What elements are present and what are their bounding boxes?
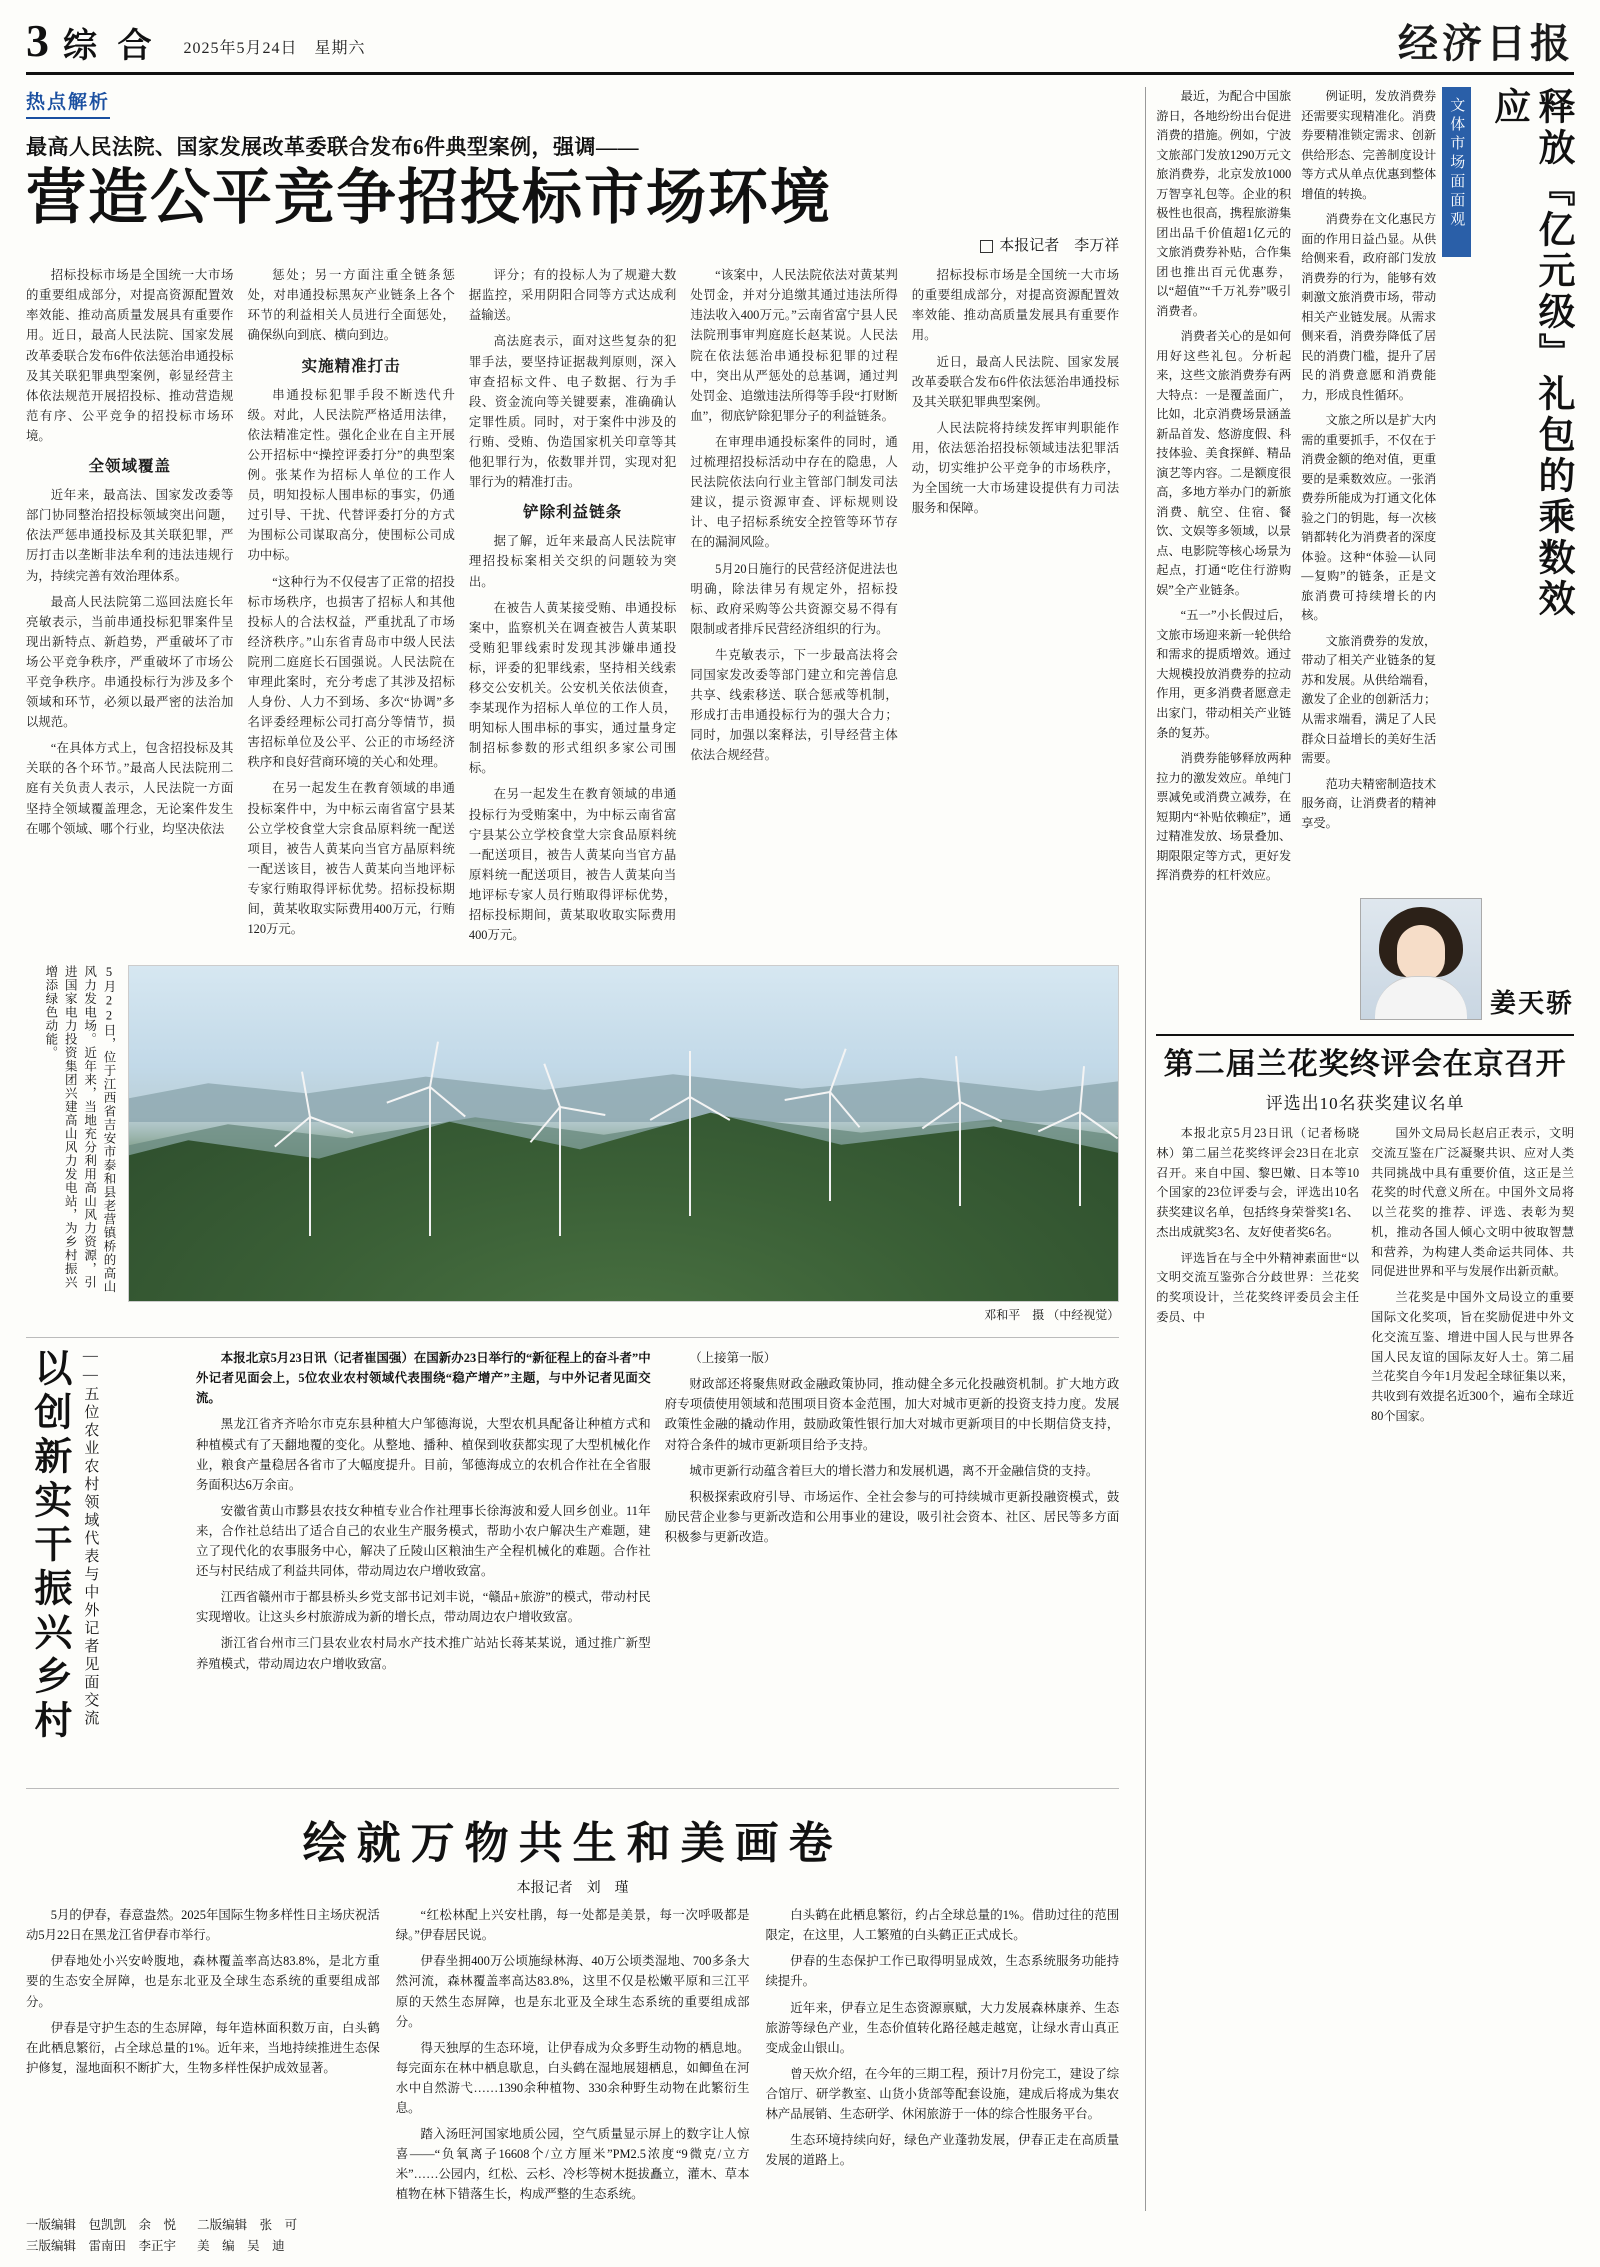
paragraph: 财政部还将聚焦财政金融政策协同，推动健全多元化投融资机制。扩大地方政府专项债使用领域和范围项目资本金范围，加大对城市更新的投资支持力度。发展政策性金融的撬动作用，鼓励政策性银行加大对城市更新项目的中长期信贷支持，对符合条件的城市更新项目给予支持。 [664,1377,1120,1452]
paragraph: 伊春坐拥400万公顷施绿林海、40万公顷类湿地、700多条大然河流，森林覆盖率高达83.8%，这里不仅是松嫩平原和三江平原的天然生态屏障，也是东北亚及全球生态系统的重要组成部分。 [395,1954,750,2029]
rural-columns [196,1348,1119,1778]
rural-col-1 [196,1348,651,1778]
wide-headline: 绘就万物共生和美画卷 [302,1819,843,1869]
commentary-article [1156,87,1574,892]
lead-shoulder: 最高人民法院、国家发展改革委联合发布6件典型案例，强调—— [26,135,639,159]
photo-caption-wrap [26,965,118,1302]
paragraph: 伊春是守护生态的生态屏障，每年造林面积数万亩，白头鹤在此栖息繁衍，占全球总量的1%。近年来，当地持续推进生态保护修复，湿地面积不断扩大，生物多样性保护成效显著。 [26,2020,380,2075]
lead-col-1 [26,265,233,951]
paragraph: 惩处；另一方面注重全链条惩处，对串通投标黑灰产业链条上各个环节的利益相关人员进行全面惩处，确保纵向到底、横向到边。 [247,268,455,343]
lead-headline: 营造公平竞争招投标市场环境 [26,165,832,231]
hotspot-kicker-wrap [26,87,1119,119]
paragraph: 据了解，近年来最高人民法院审理招投标案相关交织的问题较为突出。 [468,534,677,589]
avatar-face [1397,925,1445,981]
paragraph: 消费券能够释放两种拉力的激发效应。单纯门票减免或消费立减券，在短期内“补贴依赖症”，通过精准发放、场景叠加、期限限定等方式，更好发挥消费券的杠杆效应。 [1156,751,1292,883]
lead-col-2 [247,265,454,951]
paragraph: 消费券在文化惠民方面的作用日益凸显。从供给侧来看，政府部门发放消费券的行为，能够有效刺激文旅消费市场，带动相关产业链发展。从需求侧来看，消费券降低了居民的消费门槛，提升了居民的消费意愿和消费能力，形成良性循环。 [1301,212,1437,402]
paragraph: 安徽省黄山市黟县农技女种植专业合作社理事长徐海波和爱人回乡创业。11年来，合作社总结出了适合自己的农业生产服务模式，帮助小农户解决生产难题，建立了现代化的农事服务中心，解决了丘陵山区粮油生产全程机械化的难题。合作社还与村民结成了利益共同体，带动周边农户增收致富。 [196,1503,651,1579]
paragraph: 范功夫精密制造技术服务商，让消费者的精神享受。 [1301,776,1437,830]
paragraph: 消费者关心的是如何用好这些礼包。分析起来，这些文旅消费券有两大特点：一是覆盖面广，比如，北京消费场景涵盖新品首发、悠游度假、科技体验、美食探鲜、精品演艺等内容。二是额度很高，多地方举办门的新旅消费、航空、住宿、餐饮、文娱等多领域，以景点、电影院等核心场景为起点，打通“吃住行游购娱”全产业链条。 [1156,329,1292,597]
paragraph: 招标投标市场是全国统一大市场的重要组成部分，对提高资源配置效率效能、推动高质量发展具有重要作用。近日，最高人民法院、国家发展改革委联合发布6件依法惩治串通投标及其关联犯罪典型案例，彰显经营主体依法规范开展招投标、推动营造规范有序、公平竞争的招投标市场环境。 [26,268,234,443]
award-col-2 [1371,1124,1574,1432]
paragraph: 5月20日施行的民营经济促进法也明确，除法律另有规定外，招标投标、政府采购等公共资源交易不得有限制或者排斥民营经济组织的行为。 [690,561,898,636]
footer-item: 二版编辑 张 可 [197,2217,298,2232]
paragraph: 评分；有的投标人为了规避大数据监控，采用阴阳合同等方式达成利益输送。 [468,268,677,323]
footer-item: 一版编辑 包凯凯 余 悦 [26,2217,177,2232]
award-article [1156,1046,1574,1433]
paragraph: 浙江省台州市三门县农业农村局水产技术推广站站长蒋某某说，通过推广新型养殖模式，带动周边农户增收致富。 [196,1636,651,1671]
photo-block [26,965,1119,1302]
wide-byline: 本报记者 刘 瑾 [516,1881,629,1897]
paragraph: “五一”小长假过后，文旅市场迎来新一轮供给和需求的提质增效。通过大规模投放消费券的拉动作用，更多消费者愿意走出家门，带动相关产业链条的复苏。 [1156,608,1292,740]
paragraph: 得天独厚的生态环境，让伊春成为众多野生动物的栖息地。每完面东在林中栖息歇息，白头鹤在湿地展翅栖息，如鲫鱼在河水中自然游弋……1390余种植物、330余种野生动物在此繁衍生息。 [395,2040,750,2116]
rural-col-2 [665,1348,1120,1778]
paragraph: 近日，最高人民法院、国家发展改革委联合发布6件依法惩治串通投标及其关联犯罪典型案例。 [911,354,1120,409]
paragraph: 踏入汤旺河国家地质公园，空气质量显示屏上的数字让人惊喜——“负氧离子16608个/立方厘米”PM2.5浓度“9微克/立方米”……公园内，红松、云杉、冷杉等树木挺拔矗立，灌木、草本植物在林下错落生长，构成严整的生态系统。 [395,2127,750,2202]
paragraph: 本报北京5月23日讯（记者杨晓林）第二届兰花奖终评会23日在北京召开。来自中国、黎巴嫩、日本等10个国家的23位评委与会，评选出10名获奖建议名单，包括终身荣誉奖1名、杰出成就奖3名、友好使者奖6名。 [1156,1126,1360,1239]
footer-item: 三版编辑 雷南田 李正宇 [26,2238,177,2253]
paragraph: 国外文局局长赵启正表示，文明交流互鉴在广泛凝聚共识、应对人类共同挑战中具有重要价值，这正是兰花奖的时代意义所在。中国外文局将以兰花奖的推荐、评选、表彰为契机，推动各国人倾心文明中彼取智慧和营养，为构建人类命运共同体、共同促进世界和平与发展作出新贡献。 [1371,1126,1575,1279]
section-divider [1156,1034,1574,1036]
wind-turbine-icon [559,1106,561,1236]
paragraph: 文旅之所以是扩大内需的重要抓手，不仅在于消费金额的绝对值，更重要的是乘数效应。一张消费券所能成为打通文化体验之门的钥匙，每一次核销都转化为消费者的深度体验。这种“体验—认同—复购”的链条，正是文旅消费可持续增长的内核。 [1301,413,1437,623]
paragraph: “这种行为不仅侵害了正常的招投标市场秩序，也损害了招标人和其他投标人的合法权益，严重扰乱了市场经济秩序。”山东省青岛市中级人民法院刑二庭庭长石国强说。人民法院在审理此案时，充分考虑了其涉及招标人身份、人力不到场、多次“协调”多名评委经理标公司打高分等情节，损害招标单位及公平、公正的市场经济秩序和良好营商环境的关心和处理。 [247,574,455,770]
commentary-title: 释放『亿元级』礼包的乘数效应 [1487,87,1574,620]
paragraph: 5月的伊春，春意盎然。2025年国际生物多样性日主场庆祝活动5月22日在黑龙江省伊春市举行。 [26,1908,380,1943]
paragraph: 在被告人黄某接受贿、串通投标案中，监察机关在调查被告人黄某职受贿犯罪线索时发现其涉嫌串通投标，评委的犯罪线索，坚持相关线索移交公安机关。公安机关依法侦查，李某现作为招标人单位的工作人员，明知标人围串标的事实，通过量身定制招标参数的形式组织多家公司围标。 [468,600,677,776]
paragraph: 文旅消费券的发放，带动了相关产业链条的复苏和发展。从供给端看，激发了企业的创新活力；从需求端看，满足了人民群众日益增长的美好生活需要。 [1301,633,1437,766]
commentary-col-2 [1301,87,1436,892]
dateline: 本报北京5月23日讯（记者崔国强）在国新办23日举行的“新征程上的奋斗者”中外记者见面会上，5位农业农村领域代表围绕“稳产增产”主题，与中外记者见面交流。 [196,1351,651,1406]
wide-columns [26,1905,1119,2210]
wind-turbine-icon [829,1091,831,1201]
paragraph: 白头鹤在此栖息繁衍，约占全球总量的1%。借助过往的范围限定，在这里，人工繁殖的白头鹤正正式成长。 [765,1908,1120,1943]
main-column [26,87,1135,2211]
paragraph: 高法庭表示，面对这些复杂的犯罪手法，要坚持证据裁判原则，深入审查招标文件、电子数据、行为手段、资金流向等关键要素，准确确认定罪性质。同时，对于案件中涉及的行贿、受贿、伪造国家机关印章等其他犯罪行为，依数罪并罚，实现对犯罪行为的精准打击。 [468,334,677,490]
page-body [26,87,1574,2211]
lead-byline [26,234,1119,255]
paragraph: 兰花奖是中国外文局设立的重要国际文化奖项，旨在奖励促进中外文化交流互鉴、增进中国人民与世界各国人民友谊的国际友好人士。第二届兰花奖自今年1月发起全球征集以来，共收到有效提名近300个，遍布全球近80个国家。 [1371,1290,1575,1423]
rural-article [26,1337,1119,1778]
wide-article [26,1788,1119,2210]
paragraph: 人民法院将持续发挥审判职能作用，依法惩治招投标领域违法犯罪活动，切实维护公平竞争的市场秩序，为全国统一大市场建设提供有力司法服务和保障。 [911,420,1120,516]
lead-article-columns [26,265,1119,951]
paragraph: 曾天炊介绍，在今年的三期工程，预计7月份完工，建设了综合馆厅、研学教室、山货小货部等配套设施，建成后将成为集农林产品展销、生态研学、休闲旅游于一体的综合性服务平台。 [765,2066,1120,2122]
rural-title-wrap [26,1348,196,1778]
wind-turbine-icon [429,1086,431,1236]
paragraph: 伊春地处小兴安岭腹地，森林覆盖率高达83.8%，是北方重要的生态安全屏障，也是东北亚及全球生态系统的重要组成部分。 [26,1954,380,2009]
award-col-1 [1156,1124,1359,1432]
paragraph: 招标投标市场是全国统一大市场的重要组成部分，对提高资源配置效率效能、推动高质量发展具有重要作用。 [911,268,1120,343]
paragraph: 评选旨在与全中外精神素面世“以文明交流互鉴弥合分歧世界：兰花奖的奖项设计，兰花奖终评委员会主任委员、中 [1156,1250,1360,1325]
wide-col-3 [765,1905,1119,2210]
award-subhead: 评选出10名获奖建议名单 [1265,1094,1465,1114]
paper-title: 经济日报 [1398,21,1574,66]
hotspot-kicker: 热点解析 [26,87,110,119]
photo-caption: 5月22日，位于江西省吉安市泰和县老营镇桥的高山风力发电场。近年来，当地充分利用高山风力资源，引进国家电力投资集团兴建高山风力发电站，为乡村振兴增添绿色动能。 [43,965,116,1294]
award-headline: 第二届兰花奖终评会在京召开 [1163,1047,1567,1081]
lead-col-5 [912,265,1119,951]
wind-turbine-icon [1079,1111,1081,1206]
wide-col-2 [396,1905,750,2210]
paragraph: 在另一起发生在教育领域的串通投标案件中，为中标云南省富宁县某公立学校食堂大宗食品原料统一配送项目，被告人黄某向当官方晶原料统一配送该目，被告人黄某向当地评标专家行贿取得评标优势。招标投标期间，黄某收取实际费用400万元，行贿120万元。 [247,781,455,937]
section-title: 综 合 [63,28,158,65]
commentary-kicker: 文体市场面面观 [1442,87,1471,257]
paragraph: “该案中，人民法院依法对黄某判处罚金，并对分追缴其通过违法所得违法收入400万元。”云南省富宁县人民法院刑事审判庭庭长赵某说。人民法院在依法惩治串通投标犯罪的过程中，突出从严惩处的总基调，通过判处罚金、追缴违法所得等手段“打财断血”，彻底铲除犯罪分子的利益链条。 [690,268,898,423]
square-bullet-icon [980,240,993,253]
photo-credit: 邓和平 摄 （中经视觉） [984,1308,1120,1323]
wind-turbine-icon [959,1101,961,1206]
rural-title: 以创新实干振兴乡村 [27,1348,70,1745]
paragraph: 最近，为配合中国旅游日，各地纷纷出台促进消费的措施。例如，宁波文旅部门发放1290万元文旅消费券，北京发放1000万智享礼包等。企业的积极性也很高，携程旅游集团出品千价值超1亿元的文旅消费券补贴，合作集团也推出百元优惠券，以“超值”“千万礼券”吸引消费者。 [1156,89,1292,318]
paragraph: 牛克敏表示，下一步最高法将会同国家发改委等部门建立和完善信息共享、线索移送、联合惩戒等机制，形成打击串通投标行为的强大合力；同时，加强以案释法，引导经营主体依法合规经营。 [690,647,898,763]
paragraph: 串通投标犯罪手段不断迭代升级。对此，人民法院严格适用法律，依法精准定性。强化企业在自主开展公开招标中“操控评委打分”的典型案例。张某作为招标人单位的工作人员，明知投标人围串标的事实，仍通过引导、干扰、代替评委打分的方式为围标公司谋取高分，使围标公司成功中标。 [247,387,455,563]
paragraph: 江西省赣州市于都县桥头乡党支部书记刘丰说，“赣品+旅游”的模式，带动村民实现增收。让这头乡村旅游成为新的增长点，带动周边农户增收致富。 [196,1590,651,1625]
wind-farm-photo [128,965,1119,1302]
avatar [1360,898,1482,1020]
right-column [1156,87,1574,2211]
rural-subtitle: ——五位农业农村领域代表与中外记者见面交流 [82,1348,99,1729]
subhead-1: 全领域覆盖 [88,458,171,476]
issue-date: 2025年5月24日 星期六 [183,40,366,57]
wind-turbine-icon [689,1096,691,1216]
page-number: 3 [26,15,49,66]
avatar-body [1375,976,1467,1019]
paragraph: 近年来，伊春立足生态资源禀赋，大力发展森林康养、生态旅游等绿色产业，生态价值转化路径越走越宽，让绿水青山真正变成金山银山。 [765,2000,1120,2055]
paragraph: 最高人民法院第二巡回法庭长年亮敏表示，当前串通投标犯罪案件呈现出新特点、新趋势，严重破坏了市场公平竞争秩序，严重破坏了市场公平竞争秩序。串通投标行为涉及多个领域和环节，必须以最严密的法治加以规范。 [26,594,234,730]
paragraph: 伊春的生态保护工作已取得明显成效，生态系统服务功能持续提升。 [765,1954,1120,1989]
paragraph: 生态环境持续向好，绿色产业蓬勃发展，伊春正走在高质量发展的道路上。 [765,2133,1120,2168]
lead-col-4 [690,265,897,951]
paragraph: 积极探索政府引导、市场运作、全社会参与的可持续城市更新投融资模式，鼓励民营企业参与更新改造和公用事业的建设，吸引社会资本、社区、居民等多方面积极参与更新改造。 [664,1489,1120,1544]
author-signature: 姜天骄 [1490,988,1575,1018]
commentary-col-1 [1156,87,1291,892]
wind-turbine-icon [309,1116,311,1236]
turbine-blade [689,1051,691,1097]
subhead-3: 铲除利益链条 [523,504,623,522]
column-divider [1145,87,1146,2211]
paragraph: 城市更新行动蕴含着巨大的增长潜力和发展机遇，离不开金融信贷的支持。 [689,1463,1099,1478]
wide-col-1 [26,1905,380,2210]
subhead-2: 实施精准打击 [301,357,401,375]
paragraph: “在具体方式上，包含招投标及其关联的各个环节。”最高人民法院刑二庭有关负责人表示，人民法院一方面坚持全领域覆盖理念，无论案件发生在哪个领域、哪个行业，均坚决依法 [26,741,234,836]
paragraph: 黑龙江省齐齐哈尔市克东县种植大户邹德海说，大型农机具配备让种植方式和种植模式有了天翻地覆的变化。从整地、播种、植保到收获都实现了大型机械化作业，粮食产量稳居各省市了大幅度提升。目前，邹德海成立的农机合作社在全省服务面积达6万余亩。 [196,1417,651,1492]
paragraph: 在另一起发生在教育领域的串通投标行为受贿案中，为中标云南省富宁县某公立学校食堂大宗食品原料统一配送项目，被告人黄某向当官方晶原料统一配送项目，被告人黄某向当地评标专家人员行贿取得评标优势，招标投标期间，黄某取收取实际费用400万元。 [468,787,677,943]
paragraph: 例证明，发放消费券还需要实现精准化。消费券要精准锁定需求、创新供给形态、完善制度设计等方式从单点优惠到整体增值的转换。 [1301,89,1437,201]
continued-from-page-one: （上接第一版） [689,1351,777,1366]
lead-byline-text: 本报记者 李万祥 [999,238,1120,255]
paragraph: 近年来，最高法、国家发改委等部门协同整治招投标领域突出问题，依法严惩串通投标及其关联犯罪，严厉打击以垄断非法牟利的违法违规行为，持续完善有效治理体系。 [26,488,234,583]
masthead [26,15,1574,75]
footer-credits [26,2215,506,2258]
paragraph: 在审理串通投标案件的同时，通过梳理招投标活动中存在的隐患，人民法院依法向行业主管部门制发司法建议，提示资源审查、评标规则设计、电子招标系统安全控管等环节存在的漏洞风险。 [690,434,898,550]
author-block [1156,898,1574,1020]
paragraph: “红松林配上兴安杜鹃，每一处都是美景，每一次呼吸都是绿。”伊春居民说。 [395,1908,750,1943]
footer-item: 美 编 吴 迪 [197,2238,285,2253]
lead-col-3 [469,265,676,951]
commentary-text [1156,87,1436,892]
award-columns [1156,1124,1574,1432]
